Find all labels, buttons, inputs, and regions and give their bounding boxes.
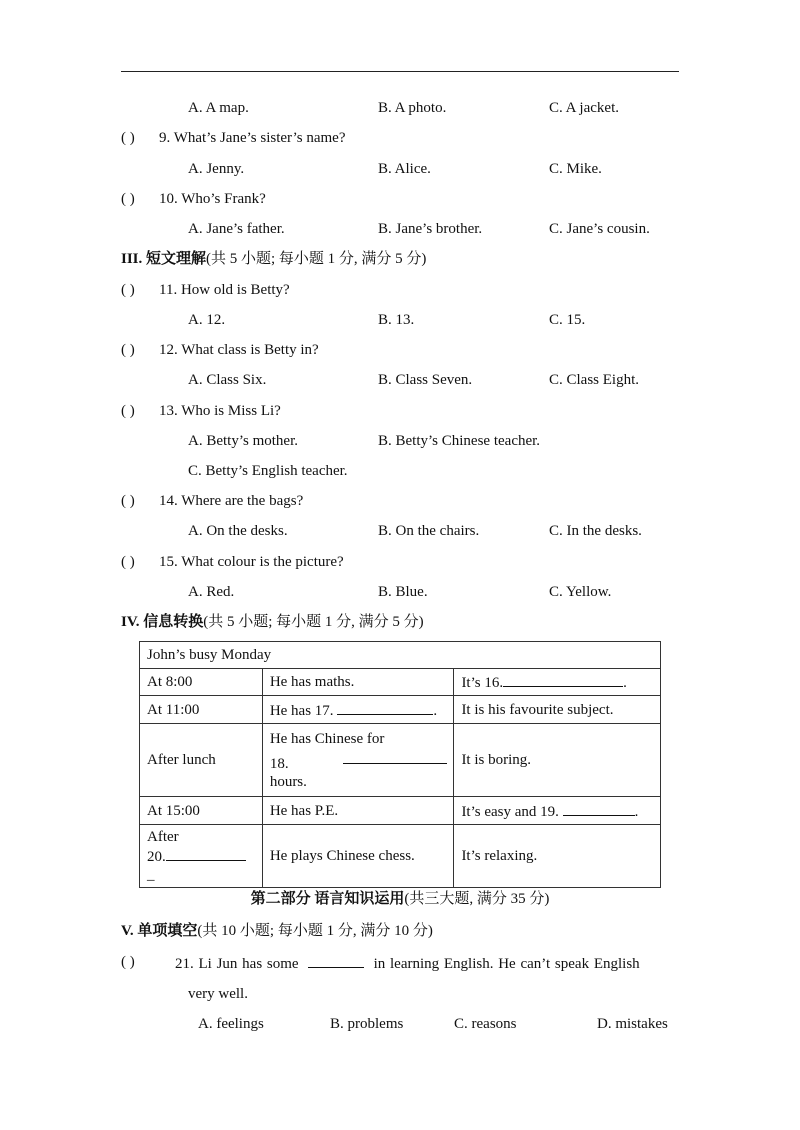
table-row — [140, 696, 661, 724]
q8-option-c: C. A jacket. — [549, 100, 619, 116]
blank-18[interactable] — [343, 749, 447, 764]
section-4-heading — [121, 613, 424, 631]
row5-time-line2: 20. — [147, 849, 166, 865]
q12-stem: 12. What class is Betty in? — [159, 342, 319, 358]
row3-activity-cell — [262, 724, 454, 797]
section-3-note: (共 5 小题; 每小题 1 分, 满分 5 分) — [206, 251, 427, 267]
row2-comment: It is his favourite subject. — [454, 696, 661, 724]
info-table — [139, 641, 661, 888]
q9-option-c: C. Mike. — [549, 161, 602, 177]
q10-option-b: B. Jane’s brother. — [378, 221, 483, 237]
q9-stem: 9. What’s Jane’s sister’s name? — [159, 130, 346, 146]
blank-20[interactable] — [166, 846, 246, 861]
row4-activity: He has P.E. — [262, 797, 454, 825]
row1-time: At 8:00 — [140, 669, 263, 696]
section-5-note: (共 10 小题; 每小题 1 分, 满分 10 分) — [197, 923, 433, 939]
blank-21[interactable] — [308, 953, 364, 968]
q11-option-c: C. 15. — [549, 312, 586, 328]
q21-option-c: C. reasons — [454, 1016, 517, 1032]
part-2-heading — [0, 890, 800, 908]
row2-activity: He has 17. — [269, 702, 334, 719]
table-row — [140, 724, 661, 797]
q21-option-a: A. feelings — [198, 1016, 264, 1032]
q11-option-a: A. 12. — [188, 312, 226, 328]
q15-answer-bracket[interactable]: ( ) — [121, 554, 135, 570]
table-row — [140, 669, 661, 696]
q15-stem: 15. What colour is the picture? — [159, 554, 344, 570]
q21-stem-line1 — [175, 953, 679, 973]
q12-option-b: B. Class Seven. — [378, 372, 473, 388]
row1-comment-cell: It’s 16. . — [454, 669, 661, 696]
q11-option-b: B. 13. — [378, 312, 415, 328]
q9-option-a: A. Jenny. — [188, 161, 245, 177]
row5-time-line2-wrap — [147, 846, 255, 866]
part-2-note: (共三大题, 满分 35 分) — [404, 891, 550, 907]
row1-comment: It’s 16. — [461, 675, 504, 691]
section-3-label: III. 短文理解 — [121, 251, 207, 267]
q13-option-b: B. Betty’s Chinese teacher. — [378, 433, 541, 449]
section-4-note: (共 5 小题; 每小题 1 分, 满分 5 分) — [203, 614, 424, 630]
q14-option-c: C. In the desks. — [549, 523, 642, 539]
row2-activity-cell: He has 17. . — [262, 696, 454, 724]
blank-16[interactable] — [503, 672, 623, 687]
q10-option-a: A. Jane’s father. — [188, 221, 285, 237]
table-row — [140, 825, 661, 888]
blank-19[interactable] — [563, 801, 635, 816]
section-5-heading — [121, 922, 433, 940]
part-2-label: 第二部分 语言知识运用 — [250, 891, 405, 907]
q12-option-a: A. Class Six. — [188, 372, 267, 388]
q14-option-b: B. On the chairs. — [378, 523, 480, 539]
q11-stem: 11. How old is Betty? — [159, 282, 290, 298]
q14-option-a: A. On the desks. — [188, 523, 288, 539]
row5-comment: It’s relaxing. — [454, 825, 661, 888]
header-rule — [121, 71, 679, 72]
q13-option-a: A. Betty’s mother. — [188, 433, 298, 449]
table-row — [140, 797, 661, 825]
q8-option-a: A. A map. — [188, 100, 249, 116]
row5-activity: He plays Chinese chess. — [262, 825, 454, 888]
q21-answer-bracket[interactable]: ( ) — [121, 954, 135, 970]
blank-17[interactable] — [337, 700, 433, 715]
q9-answer-bracket[interactable]: ( ) — [121, 130, 135, 146]
q14-stem: 14. Where are the bags? — [159, 493, 304, 509]
q10-option-c: C. Jane’s cousin. — [549, 221, 650, 237]
row1-activity: He has maths. — [262, 669, 454, 696]
q10-stem: 10. Who’s Frank? — [159, 191, 266, 207]
q13-stem: 13. Who is Miss Li? — [159, 403, 281, 419]
q21-stem-line2: very well. — [188, 986, 248, 1002]
row3-activity-line3: hours. — [269, 773, 307, 790]
row5-time-line1: After — [147, 829, 179, 845]
q8-option-b: B. A photo. — [378, 100, 447, 116]
q21-stem-part2: in learning English. He can’t speak English — [373, 956, 640, 972]
section-3-heading — [121, 250, 426, 268]
q14-answer-bracket[interactable]: ( ) — [121, 493, 135, 509]
q21-option-b: B. problems — [330, 1016, 404, 1032]
row3-activity-line2: 18. — [269, 755, 289, 772]
q12-option-c: C. Class Eight. — [549, 372, 640, 388]
table-title: John’s busy Monday — [140, 642, 661, 669]
q11-answer-bracket[interactable]: ( ) — [121, 282, 135, 298]
row4-comment: It’s easy and 19. — [461, 803, 559, 820]
q12-answer-bracket[interactable]: ( ) — [121, 342, 135, 358]
row4-comment-cell: It’s easy and 19. . — [454, 797, 661, 825]
row4-time: At 15:00 — [140, 797, 263, 825]
row5-time-cell — [140, 825, 263, 888]
q21-option-d: D. mistakes — [597, 1016, 668, 1032]
q13-answer-bracket[interactable]: ( ) — [121, 403, 135, 419]
row3-time: After lunch — [140, 724, 263, 797]
q15-option-c: C. Yellow. — [549, 584, 612, 600]
section-4-label: IV. 信息转换 — [121, 614, 204, 630]
section-5-label: V. 单项填空 — [121, 923, 198, 939]
row2-time: At 11:00 — [140, 696, 263, 724]
row3-comment: It is boring. — [454, 724, 661, 797]
row5-time-line3: _ — [147, 867, 155, 883]
q15-option-a: A. Red. — [188, 584, 235, 600]
q21-stem-part1: 21. Li Jun has some — [175, 956, 299, 972]
q9-option-b: B. Alice. — [378, 161, 431, 177]
q13-option-c: C. Betty’s English teacher. — [188, 463, 348, 479]
q15-option-b: B. Blue. — [378, 584, 428, 600]
q10-answer-bracket[interactable]: ( ) — [121, 191, 135, 207]
row3-activity-line1: He has Chinese for — [269, 730, 385, 747]
